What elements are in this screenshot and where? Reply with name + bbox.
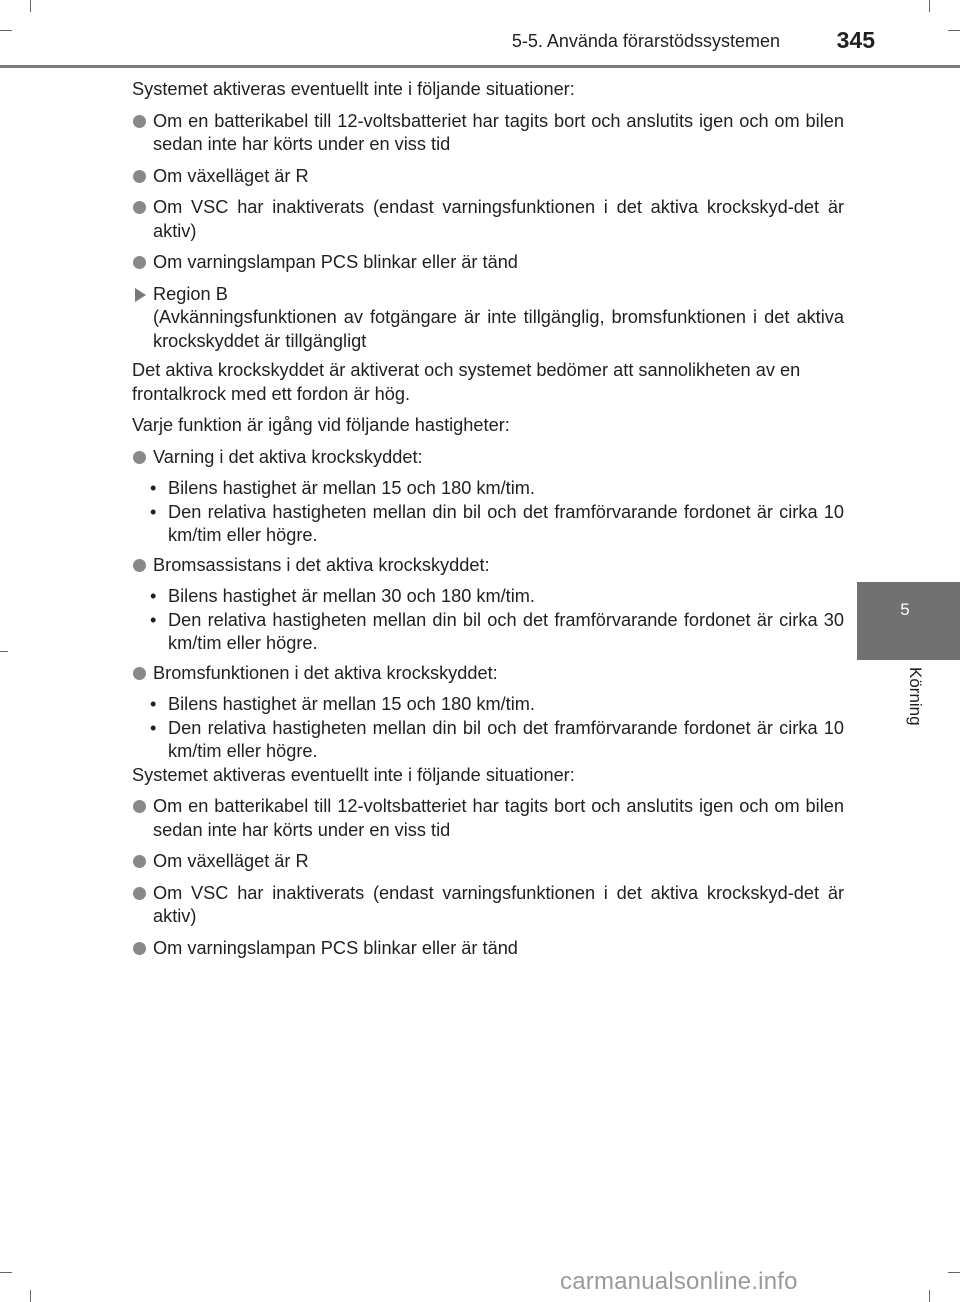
crop-mark <box>0 30 12 31</box>
bullet-dot-icon <box>133 887 146 900</box>
crop-mark <box>30 0 31 12</box>
list-item: Om VSC har inaktiverats (endast varningsfunktionen i det aktiva krockskyd-det är aktiv) <box>132 882 844 929</box>
crop-mark <box>948 1272 960 1273</box>
function-conditions <box>132 477 844 548</box>
function-title: Varning i det aktiva krockskyddet: <box>132 446 844 470</box>
condition-item: • Den relativa hastigheten mellan din bil och det framförvarande fordonet är cirka 30 km/tim eller högre. <box>150 609 844 653</box>
crop-mark <box>948 30 960 31</box>
list-item: Om varningslampan PCS blinkar eller är tänd <box>132 251 844 275</box>
bullet-icon: • <box>150 478 157 498</box>
chapter-tab <box>857 582 960 660</box>
list-item: Om varningslampan PCS blinkar eller är tänd <box>132 937 844 961</box>
paragraph: Det aktiva krockskyddet är aktiverat och systemet bedömer att sannolikheten av en frontalkrock med ett fordon är hög. <box>132 360 801 404</box>
function-title: Bromsfunktionen i det aktiva krockskyddet: <box>132 662 844 686</box>
condition-item: • Bilens hastighet är mellan 15 och 180 km/tim. <box>132 477 844 501</box>
function-conditions <box>132 693 844 764</box>
bullet-dot-icon <box>133 170 146 183</box>
crop-mark <box>30 1290 31 1302</box>
region-block <box>132 283 844 354</box>
paragraph: Varje funktion är igång vid följande hastigheter: <box>132 415 510 435</box>
header-divider <box>0 65 960 68</box>
chapter-number: 5 <box>900 600 910 619</box>
intro-text: Systemet aktiveras eventuellt inte i följande situationer: <box>132 764 575 785</box>
bullet-dot-icon <box>133 201 146 214</box>
bullet-icon: • <box>150 501 157 522</box>
bullet-icon: • <box>150 609 157 630</box>
bullet-icon: • <box>150 717 157 738</box>
bullet-dot-icon <box>133 800 146 813</box>
triangle-arrow-icon <box>135 288 146 302</box>
bullet-dot-icon <box>133 115 146 128</box>
crop-mark <box>929 1290 930 1302</box>
chapter-label: Körning <box>906 667 925 726</box>
watermark: carmanualsonline.info <box>560 1268 798 1295</box>
condition-item: • Bilens hastighet är mellan 30 och 180 km/tim. <box>132 585 844 609</box>
section-title: 5-5. Använda förarstödssystemen <box>511 31 780 51</box>
bullet-dot-icon <box>133 256 146 269</box>
bullet-dot-icon <box>133 667 146 680</box>
bullet-icon: • <box>150 586 157 606</box>
region-title: Region B <box>153 283 228 304</box>
region-text: (Avkänningsfunktionen av fotgängare är inte tillgänglig, bromsfunktionen i det aktiva krockskyddet är tillgängligt <box>153 307 844 351</box>
list-item: Om växelläget är R <box>132 165 844 189</box>
condition-item: • Den relativa hastigheten mellan din bil och det framförvarande fordonet är cirka 10 km/tim eller högre. <box>150 717 844 761</box>
crop-mark <box>0 1272 12 1273</box>
list-item: Om en batterikabel till 12-voltsbatteriet har tagits bort och anslutits igen och om bilen sedan inte har körts under en viss tid <box>132 110 844 157</box>
list-item: Om en batterikabel till 12-voltsbatteriet har tagits bort och anslutits igen och om bilen sedan inte har körts under en viss tid <box>132 795 844 842</box>
page-content <box>132 78 844 968</box>
bullet-dot-icon <box>133 855 146 868</box>
bullet-dot-icon <box>133 559 146 572</box>
bullet-icon: • <box>150 694 157 714</box>
condition-item: • Den relativa hastigheten mellan din bil och det framförvarande fordonet är cirka 10 km/tim eller högre. <box>150 501 844 545</box>
bullet-dot-icon <box>133 451 146 464</box>
list-item: Om växelläget är R <box>132 850 844 874</box>
bullet-dot-icon <box>133 942 146 955</box>
intro-text: Systemet aktiveras eventuellt inte i följande situationer: <box>132 79 575 99</box>
condition-item: • Bilens hastighet är mellan 15 och 180 km/tim. <box>132 693 844 717</box>
crop-mark <box>929 0 930 12</box>
crop-mark <box>0 651 8 652</box>
function-title: Bromsassistans i det aktiva krockskyddet: <box>132 554 844 578</box>
function-conditions <box>132 585 844 656</box>
list-item: Om VSC har inaktiverats (endast varningsfunktionen i det aktiva krockskyd-det är aktiv) <box>132 196 844 243</box>
page-number: 345 <box>836 27 875 53</box>
